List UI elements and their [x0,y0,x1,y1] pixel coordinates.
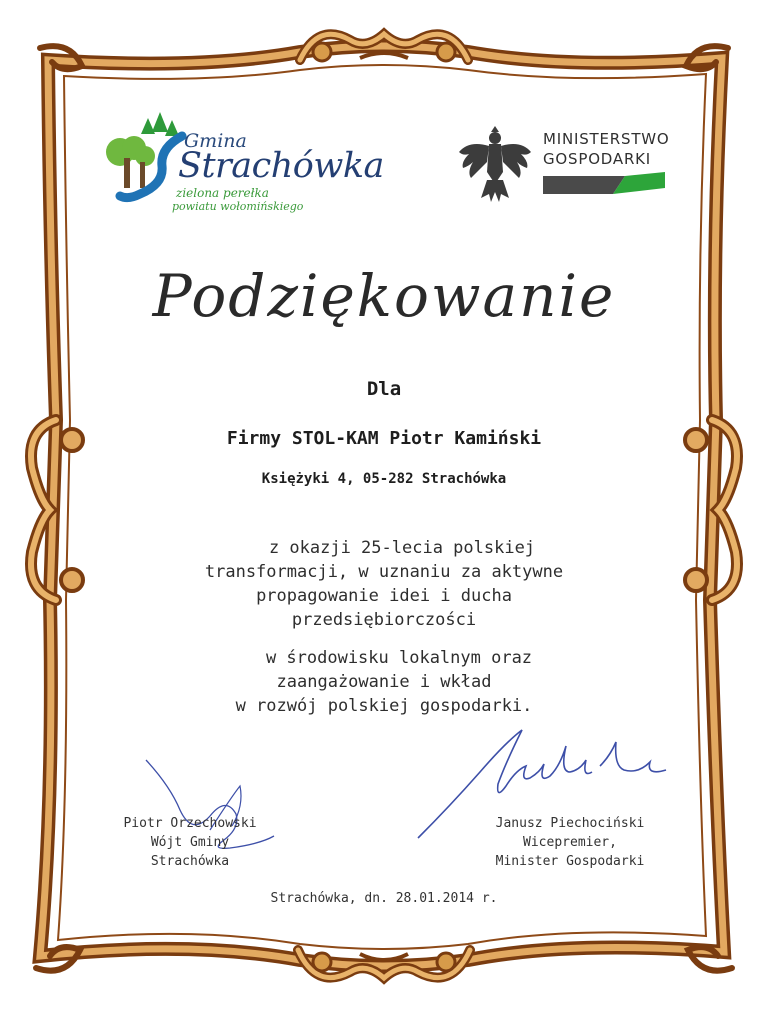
left-signatory-place: Strachówka [150,854,230,869]
eagle-emblem-icon [455,122,535,212]
right-signatory [455,814,685,871]
left-signatory-role: Wójt Gminy [150,835,230,850]
ministry-stripe-icon [543,172,665,194]
left-signatory-name: Piotr Orzechowski [123,816,257,831]
paragraph-line: w środowisku lokalnym oraz [265,648,533,668]
paragraph-line: propagowanie idei i ducha [256,586,512,606]
gmina-tagline-1: zielona perełka [176,186,269,200]
gmina-strachowka-logo [100,108,384,216]
recipient-name: Firmy STOL-KAM Piotr Kamiński [226,428,542,449]
ministry-line-1: MINISTERSTWO [543,130,670,148]
right-signatory-name: Janusz Piechociński [495,816,645,831]
thanks-paragraph-2 [0,646,768,718]
paragraph-line: transformacji, w uznaniu za aktywne [204,562,564,582]
right-signatory-title: Minister Gospodarki [495,854,645,869]
ministry-line-2: GOSPODARKI [543,150,652,168]
gmina-word: Gmina [184,130,247,152]
paragraph-line: z okazji 25-lecia polskiej [268,538,536,558]
paragraph-line: w rozwój polskiej gospodarki. [235,696,533,716]
left-signatory [100,814,280,871]
gmina-tagline-2: powiatu wołomińskiego [172,200,304,213]
document-title: Podziękowanie [152,262,616,330]
right-signatory-role: Wicepremier, [523,835,617,850]
date-line: Strachówka, dn. 28.01.2014 r. [270,891,498,906]
thanks-paragraph-1 [0,536,768,632]
strachowka-word: Strachówka [178,146,384,186]
ministry-of-economy-logo [455,122,675,214]
recipient-address: Księżyki 4, 05-282 Strachówka [261,471,507,487]
dla-label: Dla [366,378,402,400]
paragraph-line: przedsiębiorczości [291,610,477,630]
paragraph-line: zaangażowanie i wkład [276,672,492,692]
